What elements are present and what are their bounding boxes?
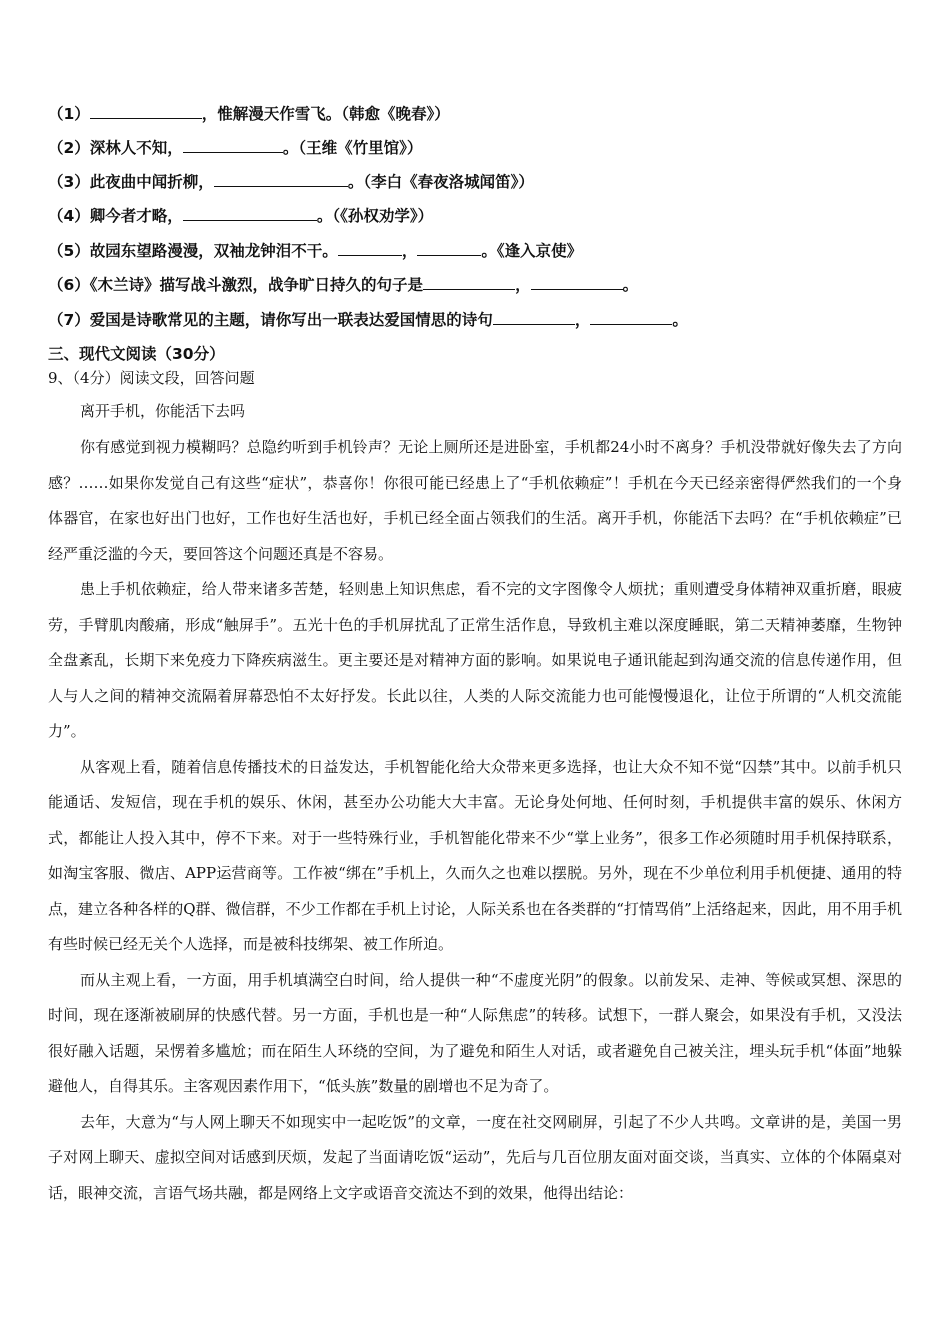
item-label: （5） <box>48 242 90 260</box>
item-text: 。（《孙权劝学》） <box>316 207 434 225</box>
answer-blank[interactable] <box>183 138 283 153</box>
item-text: ， <box>401 242 418 260</box>
item-text: 卿今者才略， <box>89 207 183 225</box>
fill-item-1 <box>48 102 450 124</box>
item-text: 此夜曲中闻折柳， <box>89 173 214 191</box>
answer-blank[interactable] <box>417 241 481 256</box>
item-label: （7） <box>48 311 90 329</box>
answer-blank[interactable] <box>423 275 515 290</box>
answer-blank[interactable] <box>90 104 202 119</box>
item-text: ， <box>515 276 531 294</box>
item-text: 。 <box>622 276 639 294</box>
item-text: 故园东望路漫漫，双袖龙钟泪不干。 <box>89 242 338 260</box>
item-text: ， <box>574 311 591 329</box>
paragraph: 而从主观上看，一方面，用手机填满空白时间，给人提供一种“不虚度光阴”的假象。以前发呆、走神、等候或冥想、深思的时间，现在逐渐被刷屏的快感代替。另一方面，手机也是一种“人际焦虑”的转移。试想下，一群人聚会，如果没有手机，又没法很好融入话题，呆愣着多尴尬；而在陌生人环绕的空间，为了避免和陌生人对话，或者避免自己被关注，埋头玩手机“体面”地躲避他人，自得其乐。主客观因素作用下，“低头族”数量的剧增也不足为奇了。 <box>48 970 902 1095</box>
item-text: 。（李白《春夜洛城闻笛》） <box>347 173 534 191</box>
answer-blank[interactable] <box>590 310 672 325</box>
paragraph: 你有感觉到视力模糊吗？总隐约听到手机铃声？无论上厕所还是进卧室，手机都24小时不离身？手机没带就好像失去了方向感？……如果你发觉自己有这些“症状”，恭喜你！你很可能已经患上了“手机依赖症”！手机在今天已经亲密得俨然我们的一个身体器官，在家也好出门也好，工作也好生活也好，手机已经全面占领我们的生活。离开手机，你能活下去吗？在“手机依赖症”已经严重泛滥的今天，要回答这个问题还真是不容易。 <box>48 438 902 563</box>
paragraph: 从客观上看，随着信息传播技术的日益发达，手机智能化给大众带来更多选择，也让大众不知不觉“囚禁”其中。以前手机只能通话、发短信，现在手机的娱乐、休闲，甚至办公功能大大丰富。无论身处何地、任何时刻，手机提供丰富的娱乐、休闲方式，都能让人投入其中，停不下来。对于一些特殊行业，手机智能化带来不少“掌上业务”，很多工作必须随时用手机保持联系，如淘宝客服、微店、APP运营商等。工作被“绑在”手机上，久而久之也难以摆脱。另外，现在不少单位利用手机便捷、通用的特点，建立各种各样的Q群、微信群，不少工作都在手机上讨论，人际关系也在各类群的“打情骂俏”上活络起来，因此，用不用手机有些时候已经无关个人选择，而是被科技绑架、被工作所迫。 <box>48 757 902 953</box>
item-label: （3） <box>48 173 90 191</box>
paragraph: 去年，大意为“与人网上聊天不如现实中一起吃饭”的文章，一度在社交网刷屏，引起了不少人共鸣。文章讲的是，美国一男子对网上聊天、虚拟空间对话感到厌烦，发起了当面请吃饭“运动”，先后与几百位朋友面对面交谈，当真实、立体的个体隔桌对话，眼神交流，言语气场共融，都是网络上文字或语音交流达不到的效果，他得出结论： <box>48 1112 902 1202</box>
fill-item-2 <box>48 136 422 158</box>
fill-item-5 <box>48 239 582 261</box>
answer-blank[interactable] <box>338 241 402 256</box>
item-text: 深林人不知， <box>89 139 183 157</box>
fill-item-6 <box>48 273 638 295</box>
answer-blank[interactable] <box>531 275 623 290</box>
item-label: （4） <box>48 207 90 225</box>
item-text: 。（王维《竹里馆》） <box>282 139 423 157</box>
answer-blank[interactable] <box>214 172 348 187</box>
answer-blank[interactable] <box>493 310 575 325</box>
passage-body <box>48 430 902 1211</box>
paragraph: 患上手机依赖症，给人带来诸多苦楚，轻则患上知识焦虑，看不完的文字图像令人烦扰；重则遭受身体精神双重折磨，眼疲劳，手臂肌肉酸痛，形成“触屏手”。五光十色的手机屏扰乱了正常生活作息，导致机主难以深度睡眠，第二天精神萎靡，生物钟全盘紊乱，长期下来免疫力下降疾病滋生。更主要还是对精神方面的影响。如果说电子通讯能起到沟通交流的信息传递作用，但人与人之间的精神交流隔着屏幕恐怕不太好抒发。长此以往，人类的人际交流能力也可能慢慢退化，让位于所谓的“人机交流能力”。 <box>48 580 902 740</box>
question-prompt: 9、（4分）阅读文段，回答问题 <box>48 369 255 387</box>
passage-title: 离开手机，你能活下去吗 <box>80 402 246 420</box>
section-title: 三、现代文阅读（30分） <box>48 345 225 363</box>
item-text: 爱国是诗歌常见的主题，请你写出一联表达爱国情思的诗句 <box>89 311 493 329</box>
item-label: （1） <box>48 105 90 123</box>
answer-blank[interactable] <box>183 206 317 221</box>
fill-item-4 <box>48 204 433 226</box>
item-text: 《木兰诗》描写战斗激烈，战争旷日持久的句子是 <box>89 276 424 294</box>
fill-item-3 <box>48 170 534 192</box>
fill-item-7 <box>48 308 688 330</box>
item-label: （2） <box>48 139 90 157</box>
item-text: 。《逢入京使》 <box>481 242 583 260</box>
item-text: 。 <box>672 311 688 329</box>
item-text: ，惟解漫天作雪飞。（韩愈《晚春》） <box>201 105 450 123</box>
item-label: （6） <box>48 276 90 294</box>
